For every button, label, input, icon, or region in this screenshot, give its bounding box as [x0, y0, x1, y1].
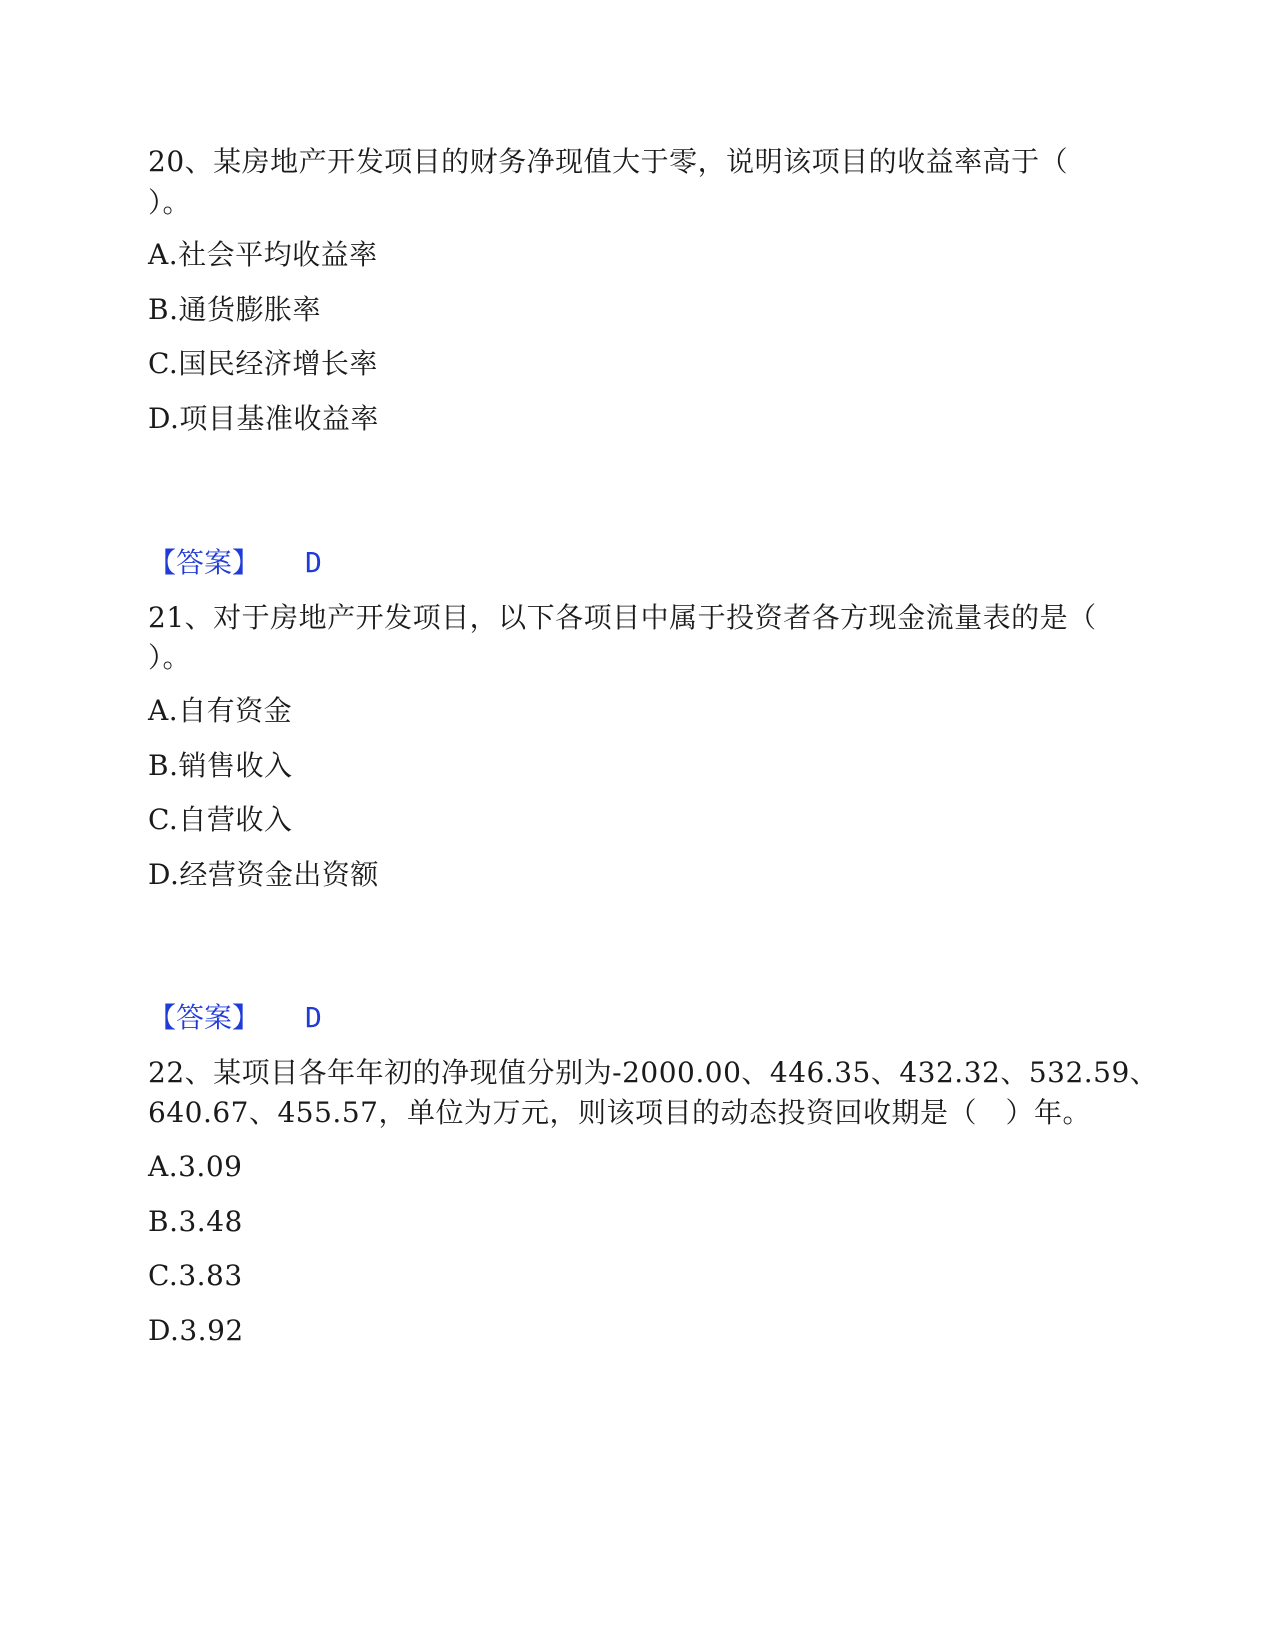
question-21-option-a: A.自有资金 — [148, 694, 293, 727]
question-20-option-c: C.国民经济增长率 — [148, 347, 378, 380]
question-21-option-b: B.销售收入 — [148, 749, 293, 782]
question-20-option-b: B.通货膨胀率 — [148, 293, 321, 326]
question-20-option-d: D.项目基准收益率 — [148, 402, 379, 435]
question-21-stem-line1: 21、对于房地产开发项目，以下各项目中属于投资者各方现金流量表的是（ — [148, 601, 1097, 634]
question-22-option-c: C.3.83 — [148, 1259, 243, 1292]
question-22-option-d: D.3.92 — [148, 1314, 244, 1347]
question-22-stem-line1: 22、某项目各年年初的净现值分别为-2000.00、446.35、432.32、532.59、 — [148, 1056, 1159, 1089]
question-22-option-b: B.3.48 — [148, 1205, 243, 1238]
question-21-option-c: C.自营收入 — [148, 803, 293, 836]
question-22-option-a: A.3.09 — [148, 1150, 243, 1183]
question-20-answer-value: D — [305, 546, 322, 579]
question-20-stem-line2: ）。 — [148, 186, 192, 219]
question-21-option-d: D.经营资金出资额 — [148, 858, 379, 891]
question-20-option-a: A.社会平均收益率 — [148, 238, 378, 271]
question-20-answer-label: 【答案】 — [148, 546, 261, 579]
question-22-stem-line2: 640.67、455.57，单位为万元，则该项目的动态投资回收期是（ ）年。 — [148, 1096, 1091, 1129]
question-20-stem-line1: 20、某房地产开发项目的财务净现值大于零，说明该项目的收益率高于（ — [148, 145, 1069, 178]
question-21-answer-value: D — [305, 1001, 322, 1034]
question-21-answer-label: 【答案】 — [148, 1001, 261, 1034]
question-21-stem-line2: ）。 — [148, 641, 192, 674]
